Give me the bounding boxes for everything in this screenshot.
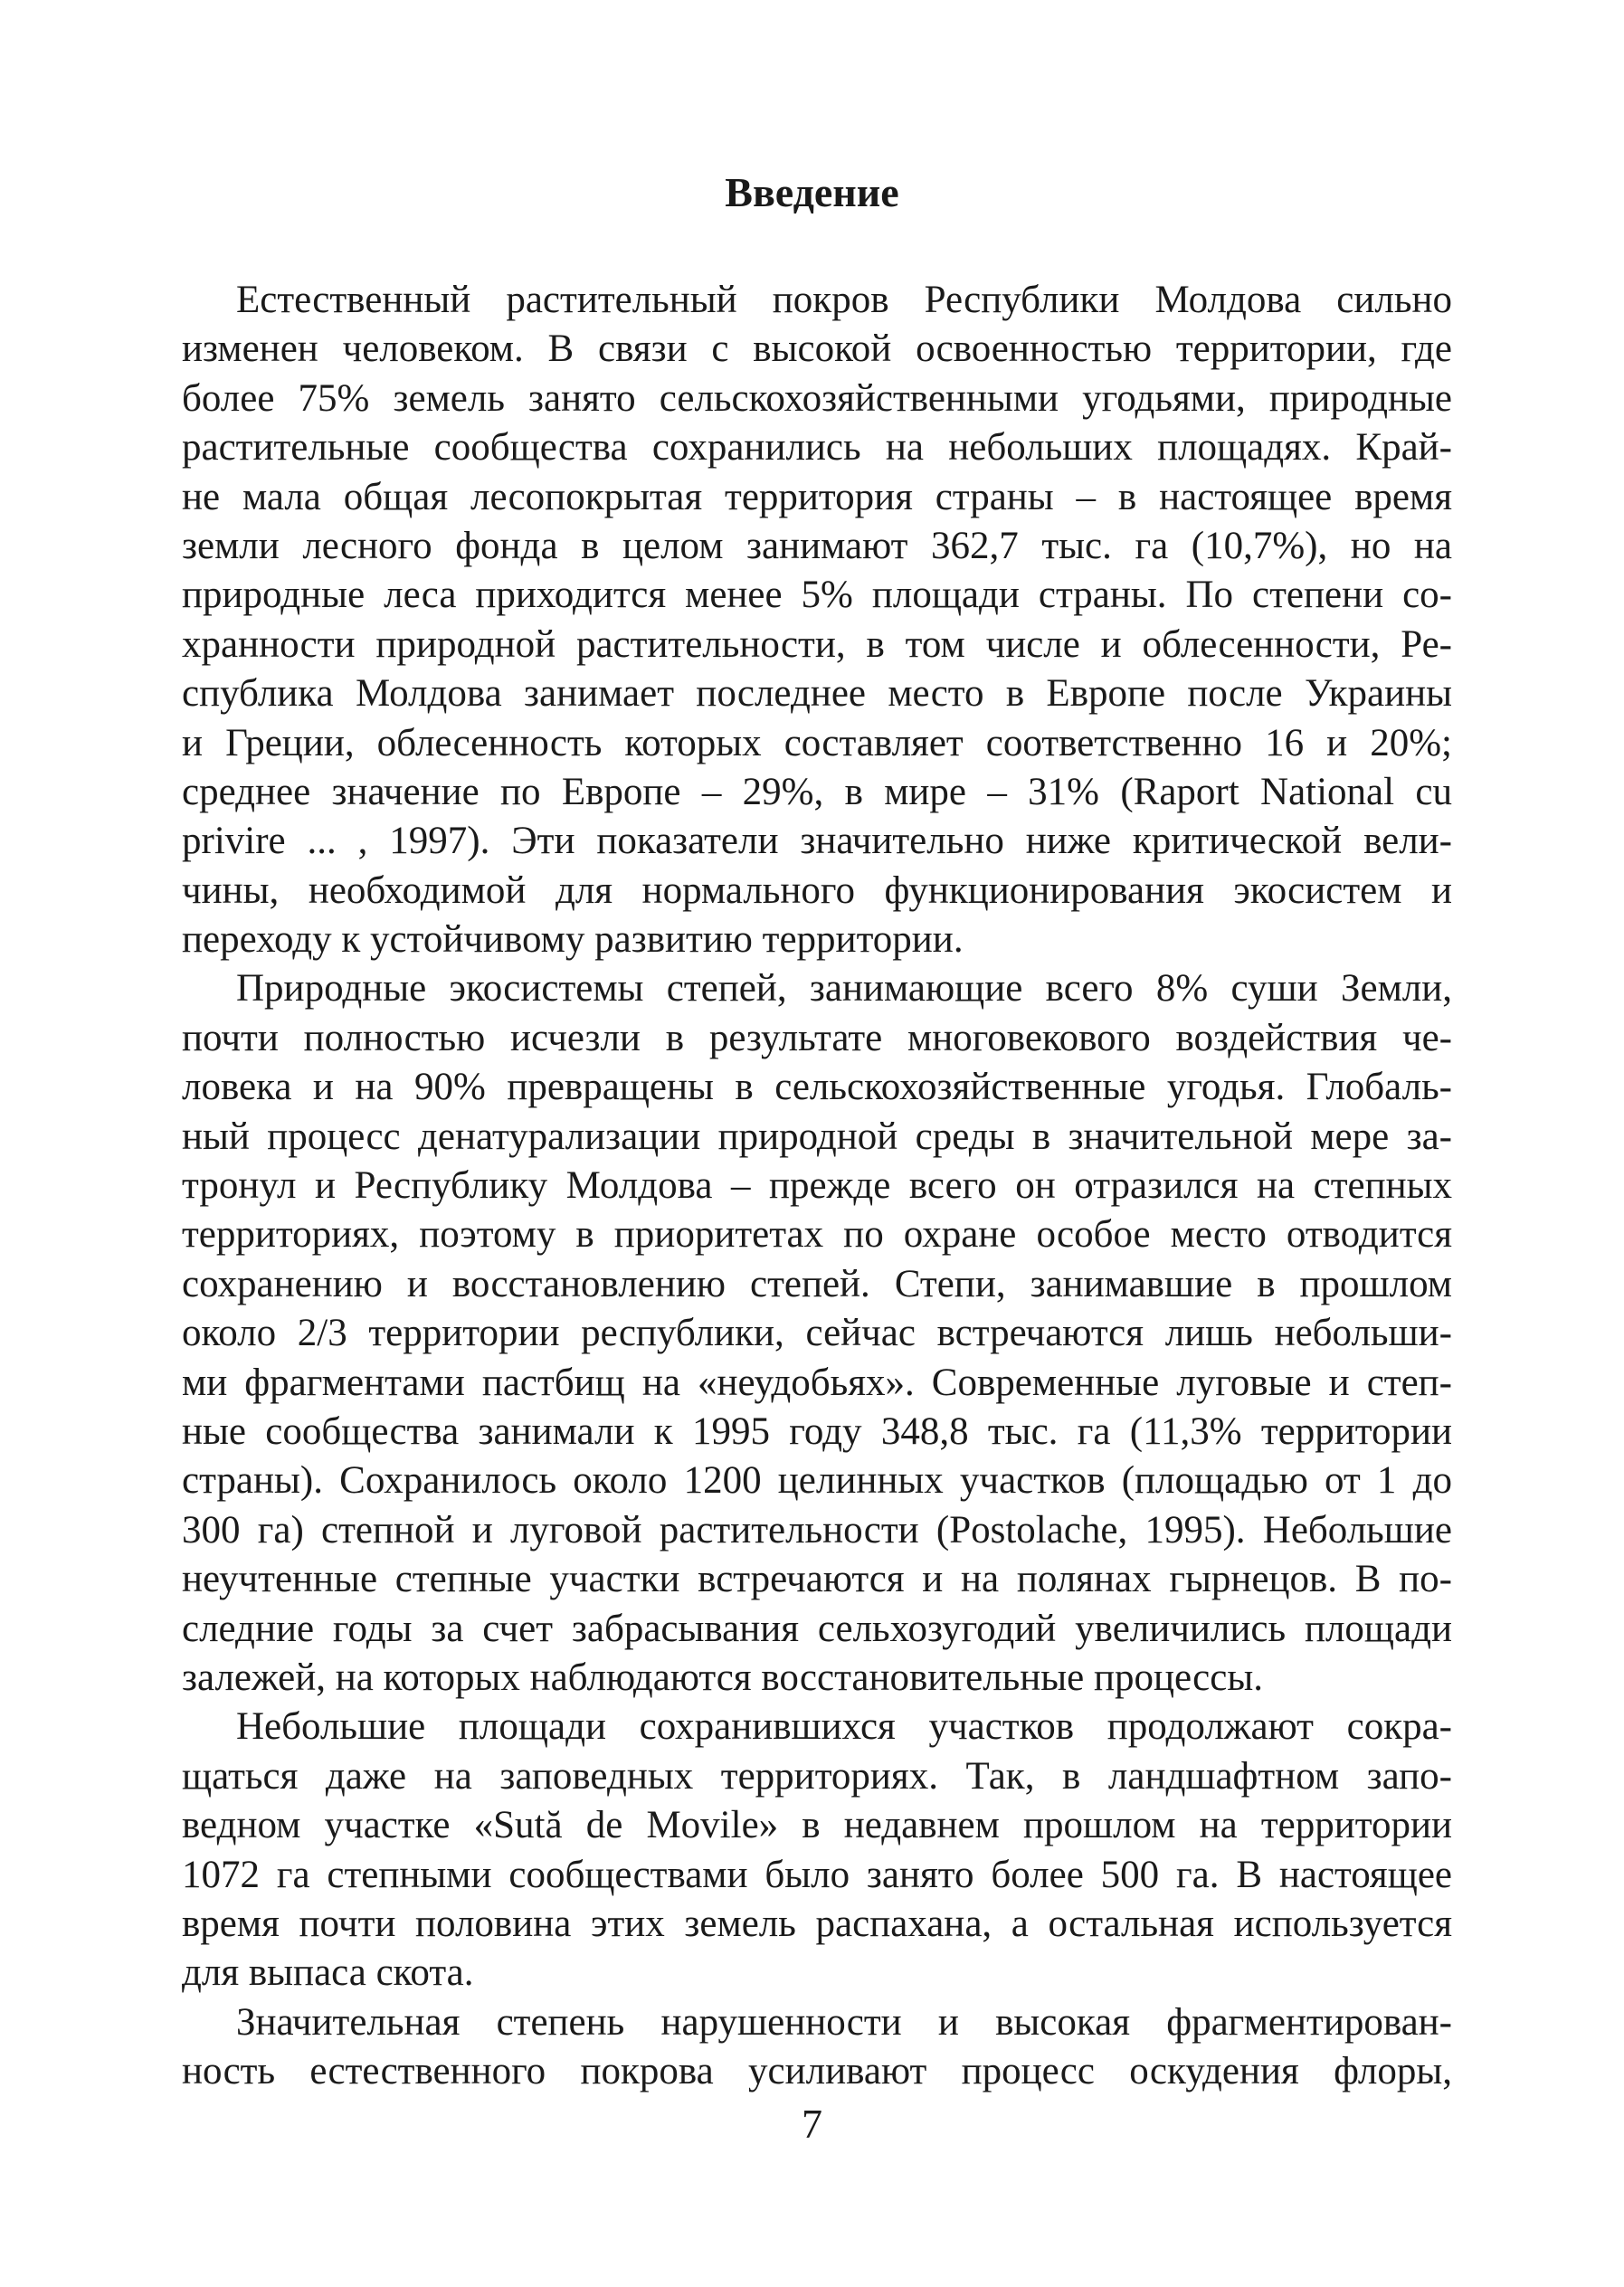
text-line: ведном участке «Sută de Movile» в недавнем прошлом на территории bbox=[182, 1804, 1452, 1847]
text-line: Небольшие площади сохранившихся участков продолжают сокра- bbox=[236, 1705, 1452, 1749]
text-line: растительные сообщества сохранились на небольших площадях. Край- bbox=[182, 426, 1452, 470]
paragraph-4 bbox=[182, 1998, 1452, 2097]
text-line: более 75% земель занято сельскохозяйственными угодьями, природные bbox=[182, 376, 1452, 420]
text-line: около 2/3 территории республики, сейчас встречаются лишь небольши- bbox=[182, 1312, 1452, 1355]
text-line: 300 га) степной и луговой растительности (Postolache, 1995). Небольшие bbox=[182, 1508, 1452, 1552]
paragraph-2 bbox=[182, 964, 1452, 1703]
page-number: 7 bbox=[802, 2101, 822, 2147]
text-line: щаться даже на заповедных территориях. Так, в ландшафтном запо- bbox=[182, 1754, 1452, 1798]
text-line: переходу к устойчивому развитию территории. bbox=[182, 918, 964, 962]
text-line: хранности природной растительности, в том числе и облесенности, Ре- bbox=[182, 622, 1452, 666]
text-line: время почти половина этих земель распахана, а остальная используется bbox=[182, 1902, 1452, 1945]
text-line: для выпаса скота. bbox=[182, 1951, 474, 1995]
text-line: сохранению и восстановлению степей. Степи, занимавшие в прошлом bbox=[182, 1262, 1452, 1305]
text-line: ные сообщества занимали к 1995 году 348,8 тыс. га (11,3% территории bbox=[182, 1409, 1452, 1453]
text-line: ность естественного покрова усиливают процесс оскудения флоры, bbox=[182, 2050, 1452, 2093]
text-line: ловека и на 90% превращены в сельскохозяйственные угодья. Глобаль- bbox=[182, 1066, 1452, 1109]
text-line: 1072 га степными сообществами было занято более 500 га. В настоящее bbox=[182, 1853, 1452, 1896]
text-line: privire ... , 1997). Эти показатели значительно ниже критической вели- bbox=[182, 820, 1452, 863]
page-title: Введение bbox=[725, 169, 899, 215]
text-line: неучтенные степные участки встречаются и на полянах гырнецов. В по- bbox=[182, 1558, 1452, 1601]
text-line: страны). Сохранилось около 1200 целинных участков (площадью от 1 до bbox=[182, 1459, 1452, 1503]
text-line: и Греции, облесенность которых составляет соответственно 16 и 20%; bbox=[182, 721, 1452, 764]
text-line: следние годы за счет забрасывания сельхозугодий увеличились площади bbox=[182, 1607, 1452, 1650]
text-line: чины, необходимой для нормального функционирования экосистем и bbox=[182, 868, 1452, 912]
paragraph-1 bbox=[182, 276, 1452, 964]
text-line: ный процесс денатурализации природной среды в значительной мере за- bbox=[182, 1115, 1452, 1158]
text-line: среднее значение по Европе – 29%, в мире – 31% (Raport National cu bbox=[182, 770, 1452, 813]
body-text bbox=[182, 276, 1452, 2096]
text-line: природные леса приходится менее 5% площади страны. По степени со- bbox=[182, 574, 1452, 617]
text-line: спублика Молдова занимает последнее место в Европе после Украины bbox=[182, 672, 1452, 716]
paragraph-3 bbox=[182, 1703, 1452, 1998]
text-line: Значительная степень нарушенности и высокая фрагментирован- bbox=[236, 2000, 1452, 2044]
text-line: почти полностью исчезли в результате многовекового воздействия че- bbox=[182, 1016, 1452, 1059]
text-line: залежей, на которых наблюдаются восстановительные процессы. bbox=[182, 1656, 1263, 1699]
text-line: Естественный растительный покров Республики Молдова сильно bbox=[236, 279, 1452, 321]
text-line: Природные экосистемы степей, занимающие всего 8% суши Земли, bbox=[236, 967, 1452, 1011]
text-line: изменен человеком. В связи с высокой освоенностью территории, где bbox=[182, 327, 1452, 371]
text-line: не мала общая лесопокрытая территория страны – в настоящее время bbox=[182, 475, 1452, 518]
text-line: тронул и Республику Молдова – прежде всего он отразился на степных bbox=[182, 1164, 1452, 1208]
text-line: ми фрагментами пастбищ на «неудобьях». Современные луговые и степ- bbox=[182, 1361, 1452, 1404]
text-line: территориях, поэтому в приоритетах по охране особое место отводится bbox=[182, 1213, 1452, 1257]
text-line: земли лесного фонда в целом занимают 362,7 тыс. га (10,7%), но на bbox=[182, 524, 1452, 567]
